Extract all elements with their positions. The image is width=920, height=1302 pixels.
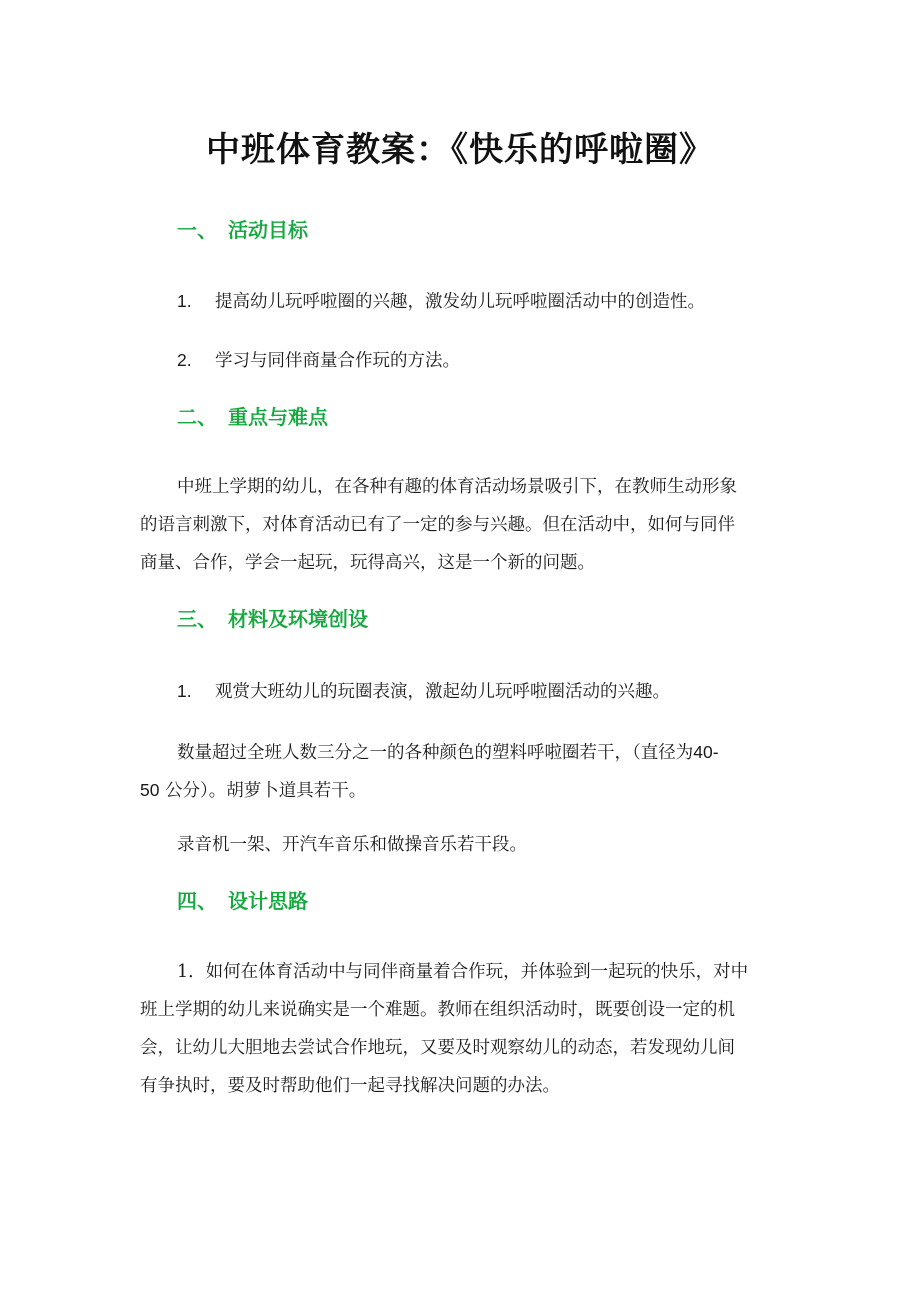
paragraph-line: 1．如何在体育活动中与同伴商量着合作玩，并体验到一起玩的快乐，对中: [177, 962, 749, 982]
paragraph-line: 的语言刺激下，对体育活动已有了一定的参与兴趣。但在活动中，如何与同伴: [140, 515, 735, 535]
section-title: 重点与难点: [228, 405, 328, 429]
section-number: 一、: [177, 218, 217, 242]
list-item-number: 1.: [177, 681, 192, 701]
section-heading-objectives: [177, 215, 308, 245]
section-title: 活动目标: [228, 218, 308, 242]
paragraph-text: 公分）。胡萝卜道具若干。: [159, 781, 367, 801]
list-item: [177, 676, 670, 707]
paragraph-text: 数量超过全班人数三分之一的各种颜色的塑料呼啦圈若干，（直径为: [177, 743, 694, 763]
section-title: 设计思路: [228, 889, 308, 913]
paragraph-line: 录音机一架、开汽车音乐和做操音乐若干段。: [177, 835, 527, 855]
paragraph-line: [140, 771, 780, 809]
list-item-number: 2.: [177, 350, 192, 370]
section-number: 二、: [177, 405, 217, 429]
list-item: [177, 345, 460, 376]
section-heading-materials: [177, 604, 368, 634]
section-heading-key-points: [177, 402, 328, 432]
paragraph-line: 中班上学期的幼儿，在各种有趣的体育活动场景吸引下，在教师生动形象: [177, 477, 737, 497]
diameter-value: 40-: [693, 742, 719, 762]
paragraph-line: [140, 733, 780, 771]
list-item-number: 1.: [177, 291, 192, 311]
paragraph-line: 商量、合作，学会一起玩，玩得高兴，这是一个新的问题。: [140, 553, 595, 573]
section-number: 三、: [177, 607, 217, 631]
paragraph-line: 会，让幼儿大胆地去尝试合作地玩，又要及时观察幼儿的动态，若发现幼儿间: [140, 1038, 735, 1058]
paragraph-equipment: [140, 826, 780, 864]
list-item-text: 观赏大班幼儿的玩圈表演，激起幼儿玩呼啦圈活动的兴趣。: [215, 682, 670, 702]
paragraph-line: 有争执时，要及时帮助他们一起寻找解决问题的办法。: [140, 1076, 560, 1096]
list-item-text: 学习与同伴商量合作玩的方法。: [215, 351, 460, 371]
paragraph-materials: [140, 733, 780, 809]
list-item-text: 提高幼儿玩呼啦圈的兴趣，激发幼儿玩呼啦圈活动中的创造性。: [215, 292, 705, 312]
section-number: 四、: [177, 889, 217, 913]
list-item: [177, 286, 705, 317]
diameter-value: 50: [140, 780, 160, 800]
paragraph-design: [140, 953, 780, 1105]
section-title: 材料及环境创设: [228, 607, 368, 631]
document-title: 中班体育教案：《快乐的呼啦圈》: [206, 130, 714, 170]
section-heading-design: [177, 886, 308, 916]
paragraph-line: 班上学期的幼儿来说确实是一个难题。教师在组织活动时，既要创设一定的机: [140, 1000, 735, 1020]
paragraph-key-points: [140, 468, 780, 582]
